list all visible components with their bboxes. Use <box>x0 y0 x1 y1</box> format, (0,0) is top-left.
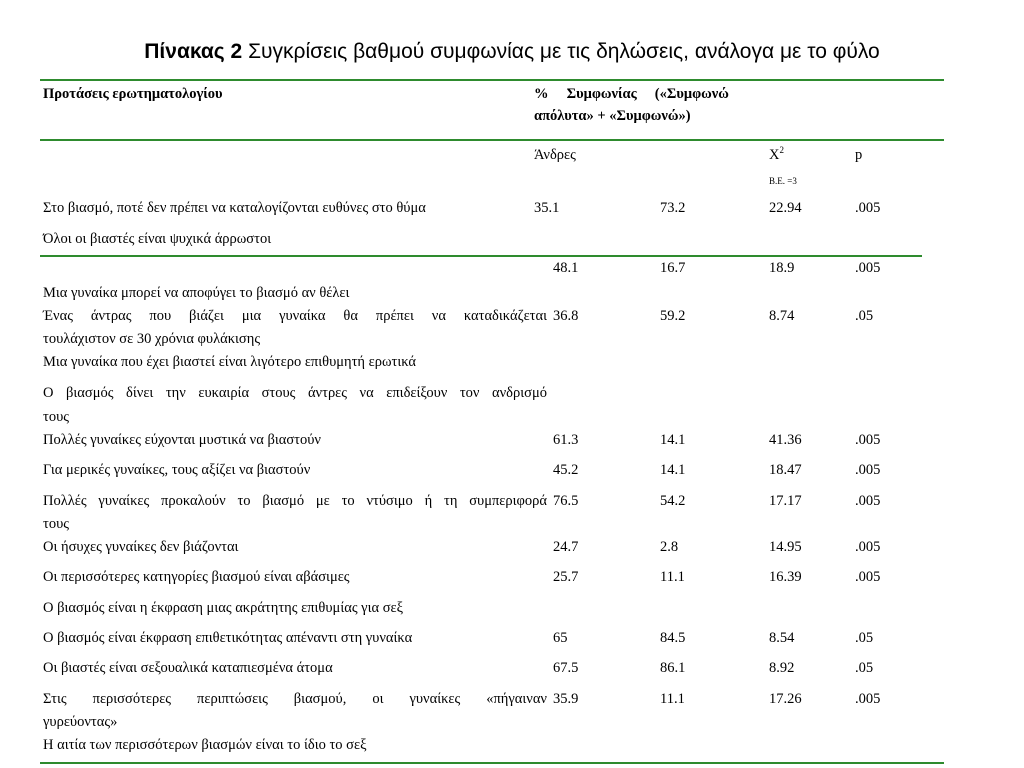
p-cell: .05 <box>855 660 874 676</box>
p-cell: .005 <box>855 569 881 585</box>
men-cell: 35.1 <box>534 200 560 216</box>
header-men: Άνδρες <box>534 147 576 163</box>
p-cell: .005 <box>855 539 881 555</box>
header-rule <box>40 139 944 141</box>
p-cell: .005 <box>855 691 881 707</box>
women-cell: 2.8 <box>660 539 679 555</box>
chi-cell: 8.92 <box>769 660 795 676</box>
statement-cell: Ένας άντρας που βιάζει μια γυναίκα θα πρέπει να καταδικάζεται <box>43 308 547 324</box>
statement-cell-continued: τους <box>43 409 69 425</box>
statement-cell: Μια γυναίκα μπορεί να αποφύγει το βιασμό αν θέλει <box>43 285 350 301</box>
statement-cell: Μια γυναίκα που έχει βιαστεί είναι λιγότερο επιθυμητή ερωτικά <box>43 354 417 370</box>
women-cell: 14.1 <box>660 432 686 448</box>
p-cell: .005 <box>855 200 881 216</box>
statement-cell: Οι ήσυχες γυναίκες δεν βιάζονται <box>43 539 239 555</box>
men-cell: 36.8 <box>553 308 579 324</box>
bottom-rule <box>40 762 944 764</box>
table-number: Πίνακας 2 <box>144 40 243 63</box>
chi-cell: 18.9 <box>769 260 795 276</box>
statement-cell-continued: τους <box>43 516 69 532</box>
women-cell: 54.2 <box>660 493 686 509</box>
p-cell: .005 <box>855 493 881 509</box>
women-cell: 11.1 <box>660 691 685 707</box>
p-cell: .005 <box>855 432 881 448</box>
statement-cell: Ο βιασμός είναι η έκφραση μιας ακράτητης επιθυμίας για σεξ <box>43 600 404 616</box>
statement-cell: Πολλές γυναίκες προκαλούν το βιασμό με το ντύσιμο ή τη συμπεριφορά <box>43 493 547 509</box>
chi-cell: 22.94 <box>769 200 802 216</box>
chi-cell: 8.54 <box>769 630 795 646</box>
men-cell: 35.9 <box>553 691 579 707</box>
men-cell: 45.2 <box>553 462 579 478</box>
women-cell: 14.1 <box>660 462 686 478</box>
table-caption: Συγκρίσεις βαθμού συμφωνίας με τις δηλώσεις, ανάλογα με το φύλο <box>248 40 880 63</box>
statement-cell: Πολλές γυναίκες εύχονται μυστικά να βιαστούν <box>43 432 321 448</box>
chi-cell: 8.74 <box>769 308 795 324</box>
top-rule <box>40 79 944 81</box>
men-cell: 65 <box>553 630 568 646</box>
women-cell: 11.1 <box>660 569 685 585</box>
women-cell: 84.5 <box>660 630 686 646</box>
header-p: p <box>855 147 863 163</box>
statement-cell: Οι βιαστές είναι σεξουαλικά καταπιεσμένα άτομα <box>43 660 333 676</box>
men-cell: 48.1 <box>553 260 579 276</box>
statement-cell: Στο βιασμό, ποτέ δεν πρέπει να καταλογίζονται ευθύνες στο θύμα <box>43 200 426 216</box>
chi-cell: 14.95 <box>769 539 802 555</box>
statement-cell-continued: τουλάχιστον σε 30 χρόνια φυλάκισης <box>43 331 261 347</box>
statement-cell: Οι περισσότερες κατηγορίες βιασμού είναι αβάσιμες <box>43 569 350 585</box>
statement-cell: Ο βιασμός είναι έκφραση επιθετικότητας απέναντι στη γυναίκα <box>43 630 413 646</box>
header-agreement-line1: % Συμφωνίας («Συμφωνώ <box>534 86 729 102</box>
men-cell: 25.7 <box>553 569 579 585</box>
p-cell: .005 <box>855 260 881 276</box>
p-cell: .05 <box>855 308 874 324</box>
p-cell: .05 <box>855 630 874 646</box>
women-cell: 86.1 <box>660 660 686 676</box>
chi-cell: 18.47 <box>769 462 802 478</box>
men-cell: 24.7 <box>553 539 579 555</box>
men-cell: 61.3 <box>553 432 579 448</box>
p-cell: .005 <box>855 462 881 478</box>
statement-cell: Η αιτία των περισσότερων βιασμών είναι το ίδιο το σεξ <box>43 737 367 753</box>
header-agreement-line2: απόλυτα» + «Συμφωνώ») <box>534 108 691 124</box>
statement-cell: Στις περισσότερες περιπτώσεις βιασμού, οι γυναίκες «πήγαιναν <box>43 691 547 707</box>
men-cell: 67.5 <box>553 660 579 676</box>
chi-cell: 16.39 <box>769 569 802 585</box>
chi-cell: 17.17 <box>769 493 802 509</box>
header-chi-square: $X^2$ <box>769 145 784 163</box>
statement-cell: Για μερικές γυναίκες, τους αξίζει να βιαστούν <box>43 462 311 478</box>
men-cell: 76.5 <box>553 493 579 509</box>
chi-cell: 41.36 <box>769 432 802 448</box>
women-cell: 59.2 <box>660 308 686 324</box>
women-cell: 73.2 <box>660 200 686 216</box>
women-cell: 16.7 <box>660 260 686 276</box>
chi-cell: 17.26 <box>769 691 802 707</box>
statement-cell: Όλοι οι βιαστές είναι ψυχικά άρρωστοι <box>43 231 272 247</box>
statement-cell-continued: γυρεύοντας» <box>43 714 118 730</box>
table-title <box>0 40 1024 64</box>
header-degrees-of-freedom: Β.Ε. =3 <box>769 176 797 186</box>
statement-cell: Ο βιασμός δίνει την ευκαιρία στους άντρες να επιδείξουν τον ανδρισμό <box>43 385 547 401</box>
header-statements: Προτάσεις ερωτηματολογίου <box>43 86 223 102</box>
